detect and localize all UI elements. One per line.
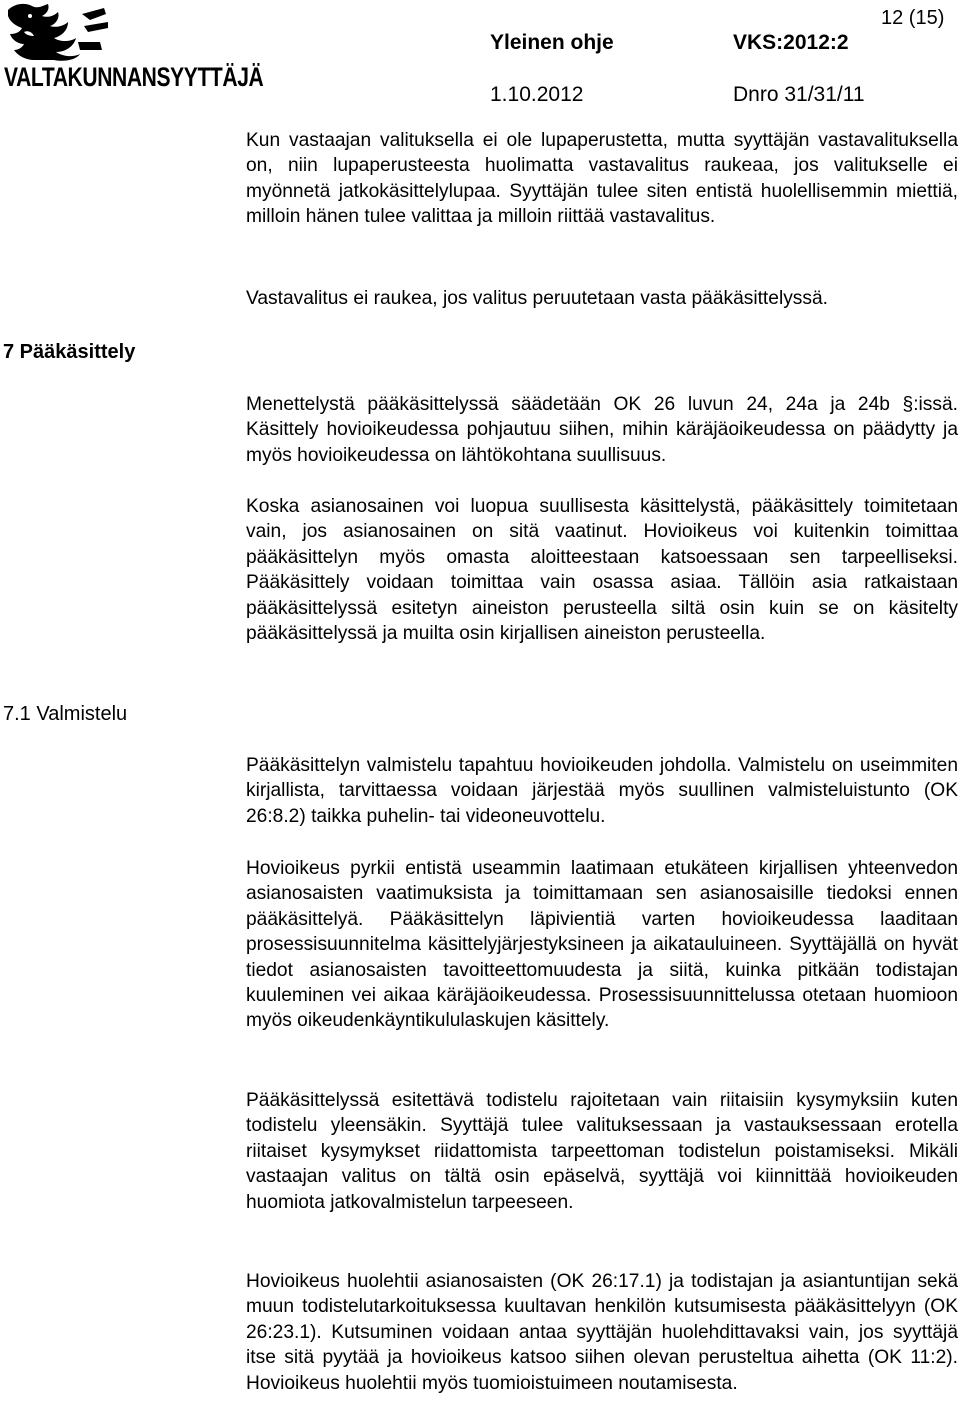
paragraph: Hovioikeus huolehtii asianosaisten (OK 26:17.1) ja todistajan ja asiantuntijan sekä muun todistelutarkoituksessa kuultavan henkilön kutsumisesta pääkäsittelyyn (OK 26:23.1). Kutsuminen voidaan antaa syyttäjän huolehdittavaksi vain, jos syyttäjä itse sitä pyytää ja hovioikeus katsoo siihen olevan perusteltua aihetta (OK 11:2). Hovioikeus huolehtii myös tuomioistuimeen noutamisesta. [246, 1271, 958, 1394]
paragraph: Vastavalitus ei raukea, jos valitus peruutetaan vasta pääkäsittelyssä. [246, 288, 828, 309]
lion-coat-of-arms-icon [4, 2, 236, 64]
paragraph: Pääkäsittelyssä esitettävä todistelu rajoitetaan vain riitaisiin kysymyksiin kuten todistelu yleensäkin. Syyttäjä tulee valituksessaan ja vastauksessaan erotella riitaiset kysymykset riidattomista tarpeettoman todistelun poistamiseksi. Mikäli vastaajan valitus on tältä osin epäselvä, syyttäjä voi kiinnittää hovioikeuden huomiota jatkovalmistelun tarpeeseen. [246, 1090, 958, 1213]
paragraph: Koska asianosainen voi luopua suullisesta käsittelystä, pääkäsittely toimitetaan vain, jos asianosainen on sitä vaatinut. Hovioikeus voi kuitenkin toimittaa pääkäsittelyn myös omasta aloitteestaan katsoessaan sen tarpeelliseksi. Pääkäsittely voidaan toimittaa vain osassa asiaa. Tällöin asia ratkaistaan pääkäsittelyssä esitetyn aineiston perusteella siltä osin kuin se on käsitelty pääkäsittelyssä ja muilta osin kirjallisen aineiston perusteella. [246, 496, 958, 645]
document-date: 1.10.2012 [490, 83, 584, 106]
section-heading-7-1: 7.1 Valmistelu [3, 703, 128, 725]
paragraph: Pääkäsittelyn valmistelu tapahtuu hovioikeuden johdolla. Valmistelu on useimmiten kirjallista, tarvittaessa voidaan järjestää myös suullinen valmisteluistunto (OK 26:8.2) taikka puhelin- tai videoneuvottelu. [246, 755, 958, 827]
organization-name: VALTAKUNNANSYYTTÄJÄ [4, 62, 264, 92]
paragraph: Menettelystä pääkäsittelyssä säädetään OK 26 luvun 24, 24a ja 24b §:issä. Käsittely hovioikeudessa pohjautuu siihen, mihin käräjäoikeudessa on päädytty ja myös hovioikeudessa on lähtökohtana suullisuus. [246, 394, 958, 466]
document-code: VKS:2012:2 [733, 31, 849, 54]
document-type: Yleinen ohje [490, 31, 614, 54]
paragraph: Kun vastaajan valituksella ei ole lupaperustetta, mutta syyttäjän vastavalituksella on, niin lupaperusteesta huolimatta vastavalitus raukeaa, jos valitukselle ei myönnetä jatkokäsittelylupaa. Syyttäjän tulee siten entistä huolellisemmin miettiä, milloin hänen tulee valittaa ja milloin riittää vastavalitus. [246, 130, 958, 228]
page-number: 12 (15) [881, 7, 945, 29]
document-reference: Dnro 31/31/11 [733, 83, 865, 106]
section-heading-7: 7 Pääkäsittely [3, 341, 136, 363]
paragraph: Hovioikeus pyrkii entistä useammin laatimaan etukäteen kirjallisen yhteenvedon asianosaisten vaatimuksista ja toimittamaan sen asianosaisille tiedoksi ennen pääkäsittelyä. Pääkäsittelyn läpivientiä varten hovioikeudessa laaditaan prosessisuunnitelma käsittelyjärjestyksineen ja aikatauluineen. Syyttäjällä on hyvät tiedot asianosaisten tavoitteettomuudesta ja siitä, kuinka pitkään todistajan kuuleminen vei aikaa käräjäoikeudessa. Prosessisuunnittelussa otetaan huomioon myös oikeudenkäyntikululaskujen käsittely. [246, 858, 958, 1032]
